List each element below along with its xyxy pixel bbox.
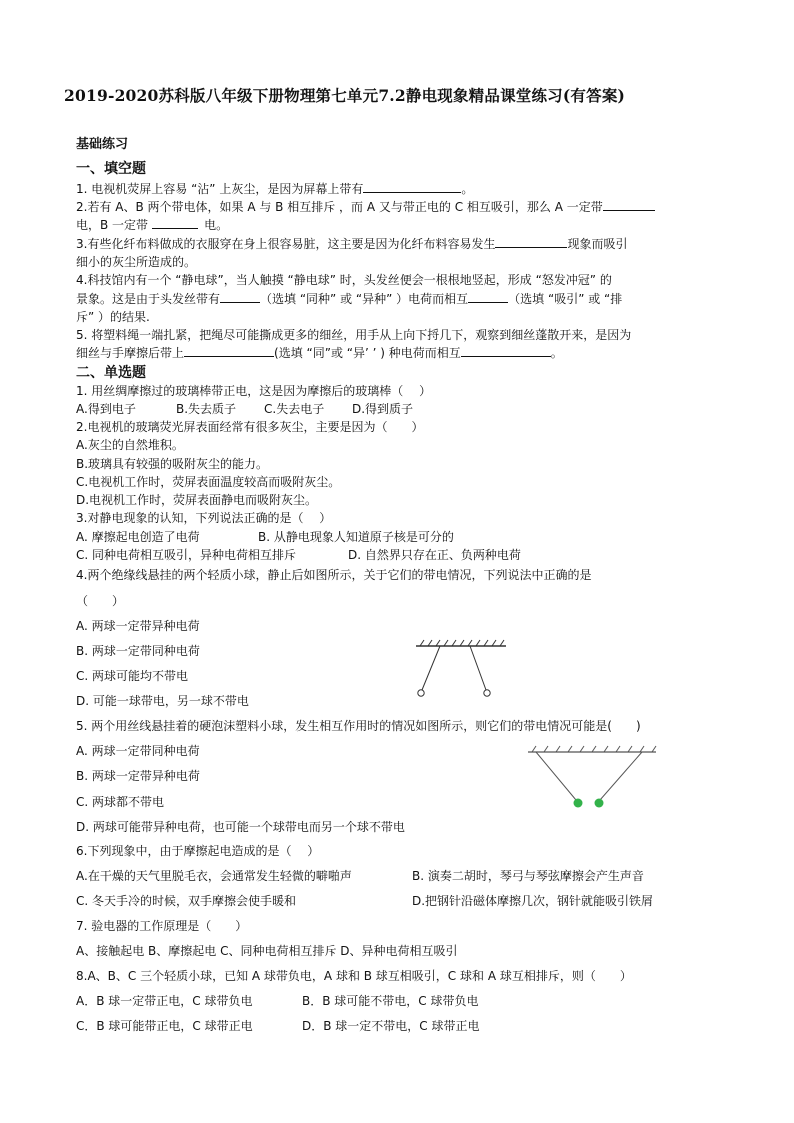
mc-q5-option-d[interactable]: D. 两球可能带异种电荷，也可能一个球带电而另一个球不带电: [76, 820, 405, 834]
mc-q6-option-c[interactable]: C. 冬天手冷的时候，双手摩擦会使手暖和: [76, 894, 297, 908]
mc-q6-stem: 6.下列现象中，由于摩擦起电造成的是（ ）: [76, 844, 320, 858]
fill-q2-line1: 2.若有 A、B 两个带电体，如果 A 与 B 相互排斥 ，而 A 又与带正电的 C 相互吸引，那么 A 一定带: [76, 198, 726, 217]
mc-q5-option-b[interactable]: B. 两球一定带异种电荷: [76, 769, 200, 783]
mc-q6-option-d[interactable]: D.把钢针沿磁体摩擦几次，钢针就能吸引铁屑: [412, 894, 654, 908]
fill-q5-line1: 5. 将塑料绳一端扎紧，把绳尽可能撕成更多的细丝，用手从上向下捋几下，观察到细丝蓬散开来，是因为: [76, 328, 632, 342]
thread-right: [600, 752, 642, 800]
fill-q5-line2: 细丝与手摩擦后带上 (选填 “同”或 “异’ ’ ) 种电荷而相互 。: [76, 346, 563, 360]
answer-blank[interactable]: [184, 344, 274, 357]
mc-q7-options[interactable]: A、接触起电 B、摩擦起电 C、同种电荷相互排斥 D、异种电荷相互吸引: [76, 944, 458, 958]
mc-q5-option-a[interactable]: A. 两球一定带同种电荷: [76, 744, 200, 758]
part2-heading: 二、单选题: [76, 365, 146, 381]
mc-q3-option-b[interactable]: B. 从静电现象人知道原子核是可分的: [258, 530, 454, 544]
mc-q3-option-c[interactable]: C. 同种电荷相互吸引，异种电荷相互排斥: [76, 548, 297, 562]
thread-left: [536, 752, 576, 800]
mc-q2-option-d[interactable]: D.电视机工作时，荧屏表面静电而吸附灰尘。: [76, 493, 318, 507]
mc-q8-option-b[interactable]: B．B 球可能不带电，C 球带负电: [302, 994, 479, 1008]
mc-q2-option-c[interactable]: C.电视机工作时，荧屏表面温度较高而吸附灰尘。: [76, 475, 341, 489]
q5-attracting-balls-figure: [524, 742, 660, 814]
mc-q1-option-b[interactable]: B.失去质子: [176, 402, 237, 416]
answer-blank[interactable]: [152, 216, 198, 229]
mc-q4-stem: 4.两个绝缘线悬挂的两个轻质小球，静止后如图所示，关于它们的带电情况，下列说法中正确的是: [76, 568, 592, 582]
mc-q3-stem: 3.对静电现象的认知，下列说法正确的是（ ）: [76, 511, 332, 525]
answer-blank[interactable]: [468, 290, 508, 303]
mc-q4-option-c[interactable]: C. 两球可能均不带电: [76, 669, 189, 683]
ceiling-hatch: [420, 640, 504, 646]
ceiling-hatch: [532, 746, 656, 752]
mc-q1-stem: 1. 用丝绸摩擦过的玻璃棒带正电，这是因为摩擦后的玻璃棒（ ）: [76, 384, 432, 398]
answer-blank[interactable]: [603, 198, 655, 211]
mc-q5-stem: 5. 两个用丝线悬挂着的硬泡沫塑料小球，发生相互作用时的情况如图所示，则它们的带电情况可能是( ): [76, 719, 641, 733]
thread-right: [470, 646, 486, 690]
mc-q4-option-b[interactable]: B. 两球一定带同种电荷: [76, 644, 200, 658]
fill-q4-line1: 4.科技馆内有一个 “静电球”，当人触摸 “静电球” 时，头发丝便会一根根地竖起，形成 “怒发冲冠” 的: [76, 273, 612, 287]
mc-q4-option-d[interactable]: D. 可能一球带电，另一球不带电: [76, 694, 249, 708]
fill-q3-line2: 细小的灰尘所造成的。: [76, 255, 197, 269]
mc-q4-paren: （ ）: [76, 594, 125, 608]
thread-left: [422, 646, 440, 690]
mc-q1-option-a[interactable]: A.得到电子: [76, 402, 136, 416]
part1-heading: 一、填空题: [76, 161, 146, 177]
fill-q4-line2: 景象。这是由于头发丝带有 （选填 “同种” 或 “异种” ）电荷而相互 （选填 “吸引” 或 “排: [76, 292, 623, 306]
fill-q1: 1. 电视机荧屏上容易 “沾” 上灰尘，是因为屏幕上带有 。: [76, 182, 474, 196]
mc-q7-stem: 7. 验电器的工作原理是（ ）: [76, 919, 248, 933]
section-label: 基础练习: [76, 137, 129, 152]
fill-q4-line3: 斥” ）的结果.: [76, 310, 150, 324]
mc-q8-option-c[interactable]: C．B 球可能带正电，C 球带正电: [76, 1019, 253, 1033]
fill-q3-line1: 3.有些化纤布料做成的衣服穿在身上很容易脏，这主要是因为化纤布料容易发生 现象而吸引: [76, 237, 628, 251]
ball-right: [595, 799, 604, 808]
mc-q2-stem: 2.电视机的玻璃荧光屏表面经常有很多灰尘，主要是因为（ ）: [76, 420, 424, 434]
mc-q6-option-b[interactable]: B. 演奏二胡时，琴弓与琴弦摩擦会产生声音: [412, 869, 644, 883]
mc-q1-option-d[interactable]: D.得到质子: [352, 402, 414, 416]
q4-hanging-balls-figure: [410, 622, 516, 702]
mc-q6-option-a[interactable]: A.在干燥的天气里脱毛衣，会通常发生轻微的噼啪声: [76, 869, 352, 883]
mc-q5-option-c[interactable]: C. 两球都不带电: [76, 795, 165, 809]
mc-q3-option-d[interactable]: D. 自然界只存在正、负两种电荷: [348, 548, 521, 562]
mc-q4-option-a[interactable]: A. 两球一定带异种电荷: [76, 619, 200, 633]
ball-right: [484, 690, 490, 696]
mc-q2-option-a[interactable]: A.灰尘的自然堆积。: [76, 438, 184, 452]
mc-q3-option-a[interactable]: A. 摩擦起电创造了电荷: [76, 530, 200, 544]
page-title: 2019-2020苏科版八年级下册物理第七单元7.2静电现象精品课堂练习(有答案): [64, 86, 626, 105]
answer-blank[interactable]: [461, 344, 551, 357]
mc-q1-option-c[interactable]: C.失去电子: [264, 402, 325, 416]
mc-q2-option-b[interactable]: B.玻璃具有较强的吸附灰尘的能力。: [76, 457, 269, 471]
ball-left: [418, 690, 424, 696]
mc-q8-option-a[interactable]: A．B 球一定带正电，C 球带负电: [76, 994, 253, 1008]
fill-q2-line2: 电，B 一定带 电。: [76, 218, 229, 232]
mc-q8-stem: 8.A、B、C 三个轻质小球，已知 A 球带负电，A 球和 B 球互相吸引，C 球和 A 球互相排斥，则（ ）: [76, 969, 632, 983]
answer-blank[interactable]: [220, 290, 260, 303]
mc-q8-option-d[interactable]: D．B 球一定不带电，C 球带正电: [302, 1019, 480, 1033]
answer-blank[interactable]: [363, 180, 461, 193]
answer-blank[interactable]: [495, 235, 567, 248]
ball-left: [574, 799, 583, 808]
